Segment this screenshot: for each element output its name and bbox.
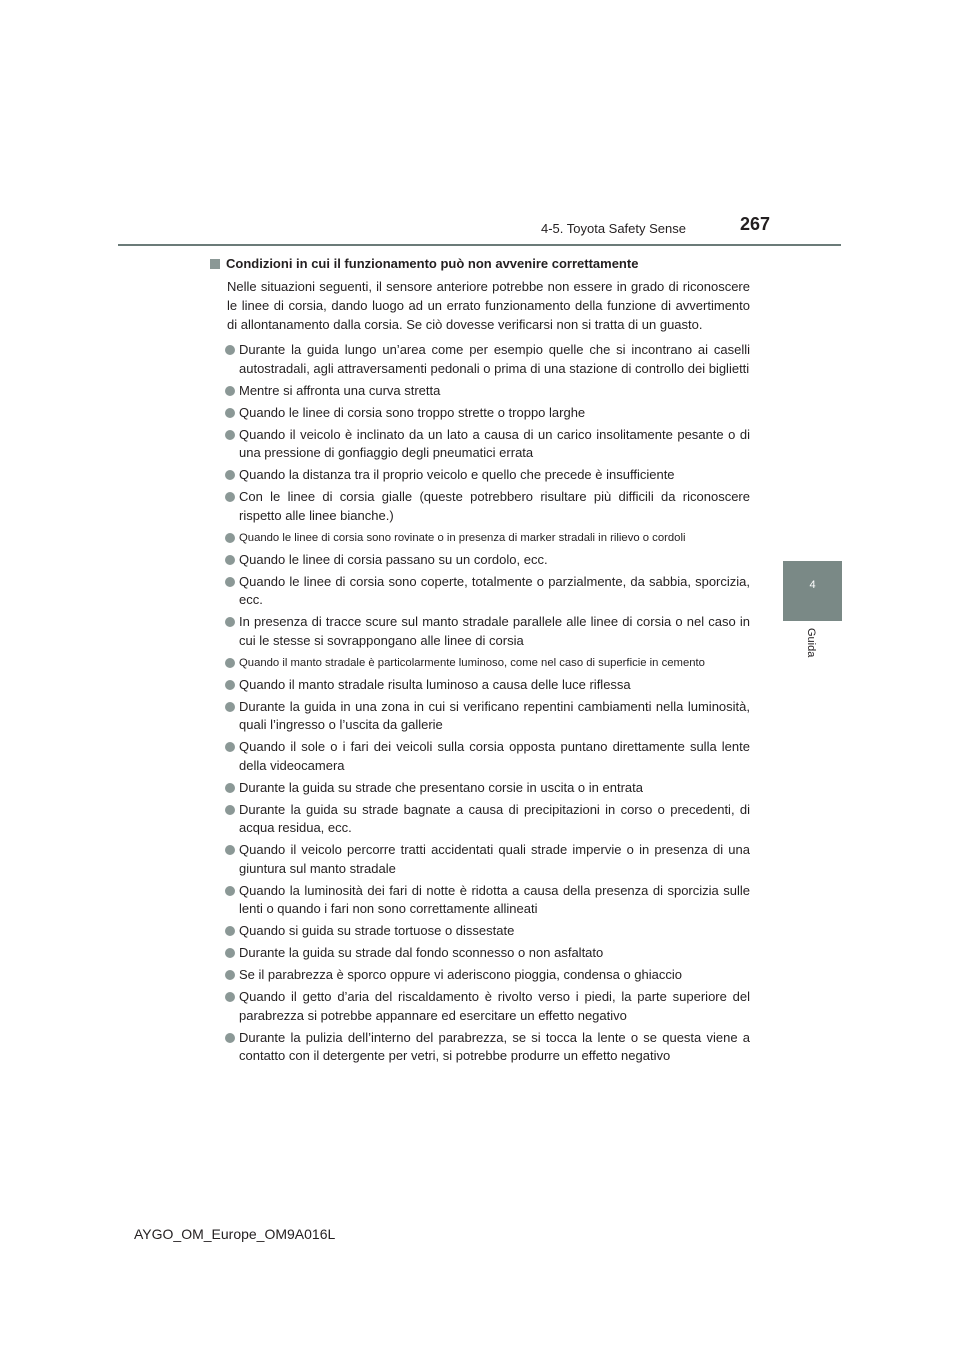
bullet-dot-icon: [225, 845, 235, 855]
list-item-text: Durante la pulizia dell’interno del parabrezza, se si tocca la lente o se questa viene a contatto con il detergente per vetri, si potrebbe produrre un effetto negativo: [239, 1029, 750, 1063]
list-item: [210, 922, 750, 941]
bullet-dot-icon: [225, 680, 235, 690]
footer-document-code: AYGO_OM_Europe_OM9A016L: [134, 1226, 336, 1242]
list-item-text: Quando il veicolo percorre tratti accidentati quali strade impervie o in presenza di una giuntura sul manto stradale: [239, 842, 750, 876]
bullet-dot-icon: [225, 577, 235, 587]
list-item-text: Quando le linee di corsia sono rovinate o in presenza di marker stradali in rilievo o cordoli: [239, 531, 686, 544]
chapter-tab: [783, 561, 842, 621]
list-item: [210, 966, 750, 985]
list-item-text: Quando le linee di corsia passano su un cordolo, ecc.: [239, 551, 548, 567]
list-item: [210, 698, 750, 735]
bullet-dot-icon: [225, 992, 235, 1002]
bullet-dot-icon: [225, 783, 235, 793]
bullet-dot-icon: [225, 617, 235, 627]
section-heading-text: Condizioni in cui il funzionamento può non avvenire correttamente: [226, 256, 639, 271]
list-item-text: Mentre si affronta una curva stretta: [239, 382, 441, 398]
section-title: 4-5. Toyota Safety Sense: [540, 221, 686, 236]
list-item: [210, 654, 750, 673]
bullet-dot-icon: [225, 386, 235, 396]
list-item: [210, 551, 750, 570]
bullet-dot-icon: [225, 702, 235, 712]
bullet-dot-icon: [225, 948, 235, 958]
header-divider: [118, 244, 841, 246]
list-item: [210, 779, 750, 798]
bullet-dot-icon: [225, 470, 235, 480]
bullet-dot-icon: [225, 345, 235, 355]
bullet-dot-icon: [225, 430, 235, 440]
list-item-text: Durante la guida in una zona in cui si verificano repentini cambiamenti nella luminosità, quali l’ingresso o l’uscita da gallerie: [239, 698, 750, 732]
list-item-text: Se il parabrezza è sporco oppure vi aderiscono pioggia, condensa o ghiaccio: [239, 967, 683, 982]
list-item-text: Quando il veicolo è inclinato da un lato a causa di un carico insolitamente pesante o di una pressione di gonfiaggio degli pneumatici errata: [239, 426, 750, 460]
list-item: [210, 738, 750, 775]
list-item-text: Quando la luminosità dei fari di notte è ridotta a causa della presenza di sporcizia sulle lenti o quando i fari non sono correttamente allineati: [239, 882, 750, 916]
bullet-dot-icon: [225, 492, 235, 502]
conditions-list: [210, 341, 750, 1066]
list-item: [210, 801, 750, 838]
bullet-dot-icon: [225, 805, 235, 815]
intro-paragraph: Nelle situazioni seguenti, il sensore anteriore potrebbe non essere in grado di riconoscere le linee di corsia, dando luogo ad un errato funzionamento della funzione di avvertimento di allontanamento dalla corsia. Se ciò dovesse verificarsi non si tratta di un guasto.: [227, 279, 750, 332]
list-item: [210, 529, 750, 548]
list-item-text: Quando le linee di corsia sono troppo strette o troppo larghe: [239, 404, 586, 420]
list-item-text: Quando le linee di corsia sono coperte, totalmente o parzialmente, da sabbia, sporcizia, ecc.: [239, 573, 750, 607]
list-item: [210, 988, 750, 1025]
square-bullet-icon: [210, 259, 220, 269]
list-item: [210, 341, 750, 378]
list-item: [210, 882, 750, 919]
bullet-dot-icon: [225, 1033, 235, 1043]
list-item-text: Quando la distanza tra il proprio veicolo e quello che precede è insufficiente: [239, 467, 675, 482]
bullet-dot-icon: [225, 658, 235, 668]
list-item-text: Durante la guida su strade bagnate a causa di precipitazioni in corso o precedenti, di acqua residua, ecc.: [239, 801, 750, 835]
list-item: [210, 382, 750, 401]
list-item-text: Quando si guida su strade tortuose o dissestate: [239, 923, 515, 938]
main-content: [210, 254, 750, 1069]
list-item: [210, 488, 750, 525]
bullet-dot-icon: [225, 926, 235, 936]
bullet-dot-icon: [225, 886, 235, 896]
list-item-text: Durante la guida lungo un’area come per esempio quelle che si incontrano ai caselli autostradali, agli attraversamenti pedonali o prima di una stazione di controllo dei biglietti: [239, 342, 750, 376]
list-item-text: Quando il manto stradale risulta luminoso a causa delle luce riflessa: [239, 676, 631, 692]
list-item-text: Quando il sole o i fari dei veicoli sulla corsia opposta puntano direttamente sulla lente della videocamera: [239, 739, 750, 773]
list-item: [210, 1029, 750, 1066]
list-item-text: Quando il manto stradale è particolarmente luminoso, come nel caso di superficie in cemento: [239, 656, 705, 669]
bullet-dot-icon: [225, 742, 235, 752]
list-item: [210, 404, 750, 423]
list-item: [210, 466, 750, 485]
list-item-text: In presenza di tracce scure sul manto stradale parallele alle linee di corsia o nel caso in cui le stesse si sovrappongano alle linee di corsia: [239, 614, 750, 648]
list-item: [210, 613, 750, 650]
chapter-number: 4: [809, 579, 816, 591]
section-heading: [210, 254, 750, 274]
chapter-label: Guida: [805, 628, 817, 658]
list-item-text: Quando il getto d’aria del riscaldamento è rivolto verso i piedi, la parte superiore del parabrezza si potrebbe appannare ed esercitare un effetto negativo: [239, 989, 750, 1023]
page-number: 267: [740, 214, 771, 234]
list-item-text: Durante la guida su strade dal fondo sconnesso o non asfaltato: [239, 945, 604, 960]
bullet-dot-icon: [225, 970, 235, 980]
list-item-text: Durante la guida su strade che presentano corsie in uscita o in entrata: [239, 779, 643, 795]
list-item-text: Con le linee di corsia gialle (queste potrebbero risultare più difficili da riconoscere rispetto alle linee bianche.): [239, 489, 750, 523]
bullet-dot-icon: [225, 555, 235, 565]
list-item: [210, 573, 750, 610]
bullet-dot-icon: [225, 408, 235, 418]
list-item: [210, 426, 750, 463]
list-item: [210, 944, 750, 963]
bullet-dot-icon: [225, 533, 235, 543]
list-item: [210, 676, 750, 695]
list-item: [210, 841, 750, 878]
